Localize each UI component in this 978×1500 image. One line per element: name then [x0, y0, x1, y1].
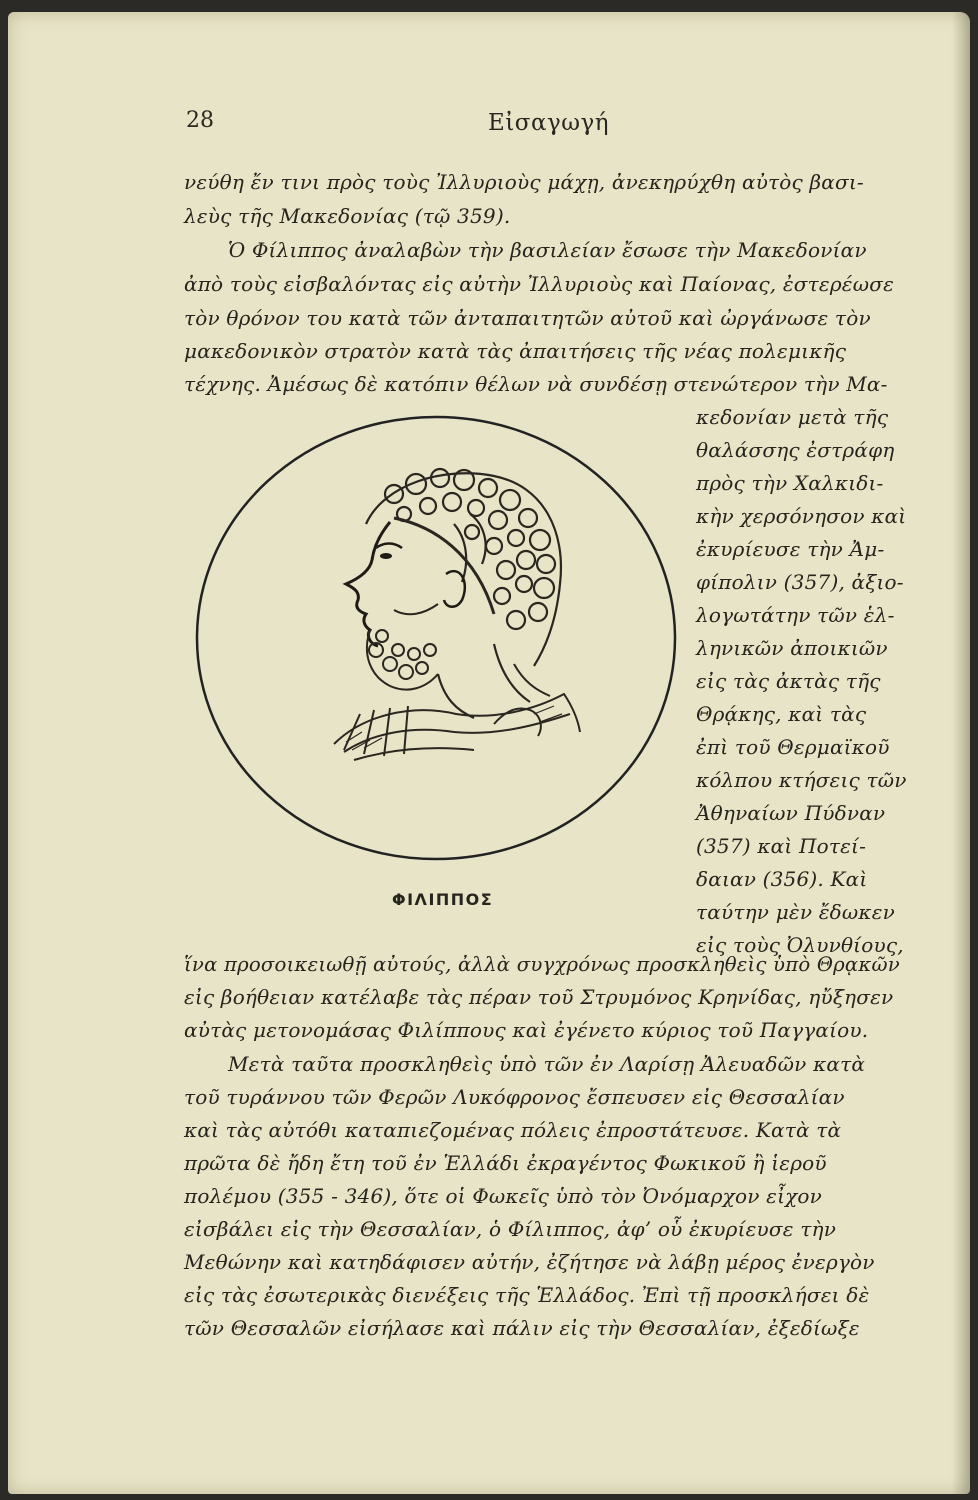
side-text-line: πρὸς τὴν Χαλκιδι-: [696, 471, 884, 495]
coin-portrait-illustration: [194, 414, 678, 862]
text-line: πολέμου (355 - 346), ὅτε οἱ Φωκεῖς ὑπὸ τὸν Ὀνόμαρχον εἶχον: [184, 1184, 823, 1208]
running-title: Εἰσαγωγή: [488, 110, 610, 136]
text-line: τὸν θρόνον του κατὰ τῶν ἀνταπαιτητῶν αὐτοῦ καὶ ὠργάνωσε τὸν: [184, 306, 871, 330]
text-line: μακεδονικὸν στρατὸν κατὰ τὰς ἀπαιτήσεις τῆς νέας πολεμικῆς: [184, 339, 847, 363]
text-line: εἰς βοήθειαν κατέλαβε τὰς πέραν τοῦ Στρυμόνος Κρηνίδας, ηὔξησεν: [184, 985, 894, 1009]
text-line: λεὺς τῆς Μακεδονίας (τῷ 359).: [184, 204, 511, 228]
text-line: τοῦ τυράννου τῶν Φερῶν Λυκόφρονος ἔσπευσεν εἰς Θεσσαλίαν: [184, 1085, 845, 1109]
side-text-line: δαιαν (356). Καὶ: [696, 867, 868, 891]
page-edge-shadow: [952, 12, 970, 1494]
side-text-line: θαλάσσης ἐστράφη: [696, 438, 895, 462]
side-text-line: ταύτην μὲν ἔδωκεν: [696, 900, 896, 924]
side-text-line: κὴν χερσόνησον καὶ: [696, 504, 907, 528]
text-line: καὶ τὰς αὐτόθι καταπιεζομένας πόλεις ἐπροστάτευσε. Κατὰ τὰ: [184, 1118, 842, 1142]
side-text-line: κόλπου κτήσεις τῶν: [696, 768, 907, 792]
text-line: ἵνα προσοικειωθῇ αὐτούς, ἀλλὰ συγχρόνως προσκληθεὶς ὑπὸ Θρᾳκῶν: [184, 952, 900, 976]
side-text-line: ἐπὶ τοῦ Θερμαϊκοῦ: [696, 735, 890, 759]
text-line: τῶν Θεσσαλῶν εἰσήλασε καὶ πάλιν εἰς τὴν Θεσσαλίαν, ἐξεδίωξε: [184, 1316, 860, 1340]
text-line: Μετὰ ταῦτα προσκληθεὶς ὑπὸ τῶν ἐν Λαρίσῃ Ἀλευαδῶν κατὰ: [228, 1052, 866, 1076]
side-text-line: ληνικῶν ἀποικιῶν: [696, 636, 888, 660]
side-text-line: εἰς τὰς ἀκτὰς τῆς: [696, 669, 881, 693]
text-line: νεύθη ἔν τινι πρὸς τοὺς Ἰλλυριοὺς μάχῃ, ἀνεκηρύχθη αὐτὸς βασι-: [184, 170, 864, 194]
page-number: 28: [186, 108, 214, 133]
text-line: εἰσβάλει εἰς τὴν Θεσσαλίαν, ὁ Φίλιππος, ἀφ’ οὗ ἐκυρίευσε τὴν: [184, 1217, 837, 1241]
figure-caption: ΦΙΛΙΠΠΟΣ: [392, 890, 494, 909]
side-text-line: φίπολιν (357), ἀξιο-: [696, 570, 904, 594]
side-text-line: (357) καὶ Ποτεί-: [696, 834, 867, 858]
text-line: Ὁ Φίλιππος ἀναλαβὼν τὴν βασιλείαν ἔσωσε τὴν Μακεδονίαν: [228, 238, 867, 262]
text-line: εἰς τὰς ἐσωτερικὰς διενέξεις τῆς Ἑλλάδος. Ἐπὶ τῇ προσκλήσει δὲ: [184, 1283, 870, 1307]
text-line: πρῶτα δὲ ἤδη ἔτη τοῦ ἐν Ἑλλάδι ἐκραγέντος Φωκικοῦ ἢ ἱεροῦ: [184, 1151, 827, 1175]
side-text-line: ἐκυρίευσε τὴν Ἀμ-: [696, 537, 885, 561]
text-line: ἀπὸ τοὺς εἰσβαλόντας εἰς αὐτὴν Ἰλλυριοὺς καὶ Παίονας, ἐστερέωσε: [184, 272, 895, 296]
text-line: Μεθώνην καὶ κατηδάφισεν αὐτήν, ἐζήτησε νὰ λάβῃ μέρος ἐνεργὸν: [184, 1250, 875, 1274]
book-page: [8, 12, 970, 1494]
side-text-line: λογωτάτην τῶν ἑλ-: [696, 603, 895, 627]
page-header: [8, 108, 970, 138]
text-line: τέχνης. Ἀμέσως δὲ κατόπιν θέλων νὰ συνδέσῃ στενώτερον τὴν Μα-: [184, 372, 888, 396]
side-text-line: Θρᾴκης, καὶ τὰς: [696, 702, 867, 726]
side-text-line: εἰς τοὺς Ὀλυνθίους,: [696, 933, 904, 957]
text-line: αὐτὰς μετονομάσας Φιλίππους καὶ ἐγένετο κύριος τοῦ Παγγαίου.: [184, 1018, 869, 1042]
side-text-line: Ἀθηναίων Πύδναν: [696, 801, 886, 825]
side-text-line: κεδονίαν μετὰ τῆς: [696, 405, 889, 429]
